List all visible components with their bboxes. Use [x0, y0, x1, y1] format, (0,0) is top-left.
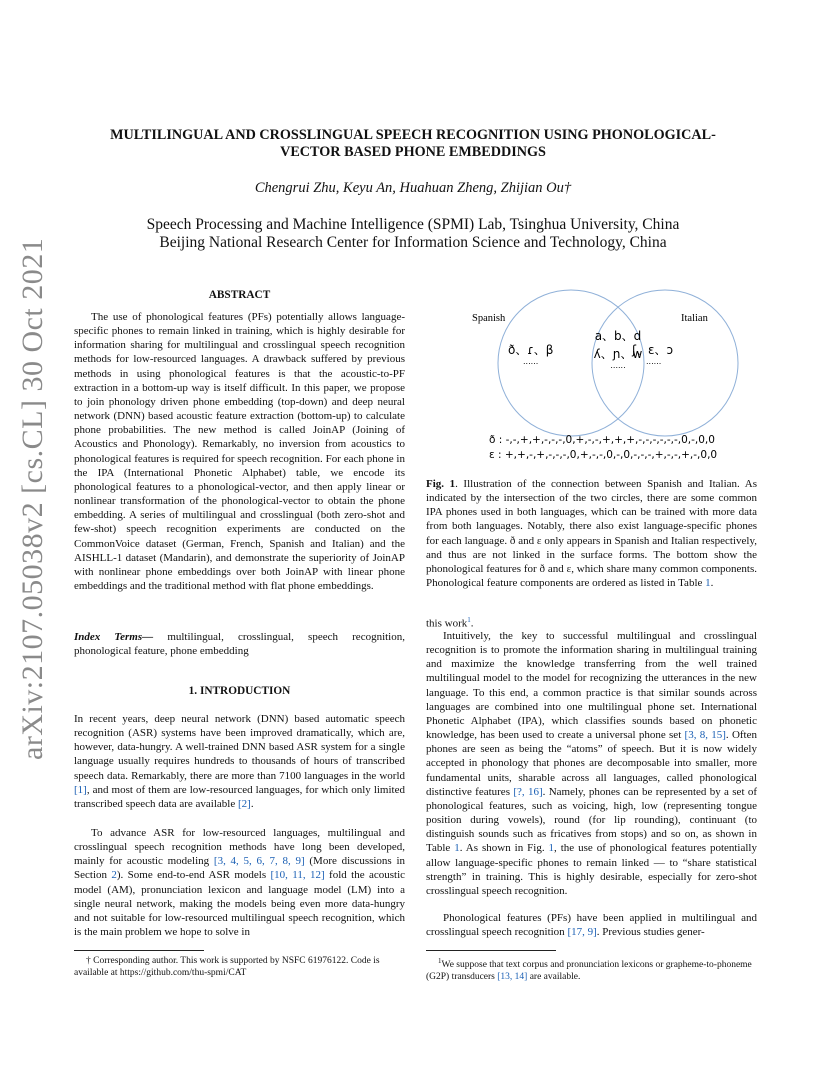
section-link[interactable]: 2 [111, 869, 117, 882]
citation-link[interactable]: [13, 14] [497, 972, 528, 983]
table-link[interactable]: 1 [705, 577, 711, 590]
figure-caption [426, 477, 757, 590]
body-text: . As shown in Fig. [459, 842, 549, 855]
intro-text: In recent years, deep neural network (DNN) based automatic speech recognition (ASR) systems have been improved dramatically, which are, however, data-hungry. A well-trained DNN based ASR system for a single language usually requires hundreds to thousands of hours of transcribed speech data. Remarkably, there are more than 7100 languages in the world [74, 713, 405, 782]
right-paragraph-2 [426, 911, 757, 939]
abstract-text: The use of phonological features (PFs) potentially allows language-specific phones to remain linked in training, which is highly desirable for information sharing for multilingual and crosslingual speech recognition methods for low-resourced languages. A drawback suffered by previous methods in using phonological features is that the acoustic-to-PF extraction in a bottom-up way is itself difficult. In this paper, we propose to join phonology driven phone embedding (top-down) and deep neural network (DNN) based acoustic feature extraction (bottom-up) to calculate phone probabilities. The new method is called JoinAP (Joining of Acoustics and Phonology). Remarkably, no inversion from acoustics to phonological features is required for speech recognition. For each phone in the IPA (International Phonetic Alphabet) table, we encode its phonological features to a phonological-vector, and then apply linear or nonlinear transformation of the phonological-vector to obtain the phone embedding. A series of multilingual and crosslingual (both zero-shot and few-shot) speech recognition experiments are conducted on the CommonVoice dataset (German, French, Spanish and Italian) and the AISHLL-1 dataset (Mandarin), and demonstrate the superiority of JoinAP with nonlinear phone embeddings over both JoinAP with linear phone embeddings and the traditional method with flat phone embeddings. [74, 311, 405, 592]
figure-venn [426, 288, 757, 468]
citation-link[interactable]: [3, 4, 5, 6, 7, 8, 9] [213, 855, 305, 868]
caption-text: . Illustration of the connection between Spanish and Italian. As indicated by the intersection of the two circles, there are some common IPA phones used in both languages, which can be trained with more data from both languages. Notably, there also exist language-specific phones for each language. ð and ɛ only appears in Spanish and Italian respectively, and thus are not linked in the surface forms. The bottom show the phonological features for ð and ɛ, which share many common components. Phonological feature components are ordered as listed in Table [426, 478, 757, 590]
pf-vector-eth: ð : -,-,+,+,-,-,-,0,+,-,-,+,+,+,-,-,-,-,-,-,0,-,0,0 [489, 434, 715, 446]
intro-paragraph-2 [74, 826, 405, 939]
spanish-phones: ð、ɾ、β [508, 343, 554, 357]
intro-text: . [250, 797, 254, 810]
body-text: . [470, 617, 474, 630]
affiliation-1: Speech Processing and Machine Intelligence (SPMI) Lab, Tsinghua University, China [146, 216, 680, 233]
figure-link[interactable]: 1 [548, 842, 555, 855]
body-text: Intuitively, the key to successful multilingual and crosslingual recognition is to promote the information sharing in multilingual training and maximize the knowledge transferring from the well trained multilingual model to the model for recognizing the utterances in the new language. To this end, a common practice is that similar sounds across languages are combined into one multilingual phone set. International Phonetic Alphabet (IPA), which classifies sounds based on phonetic knowledge, has been used to create a universal phone set [426, 630, 757, 742]
label-spanish: Spanish [472, 313, 506, 324]
intro-text: (More discussions in Section [74, 855, 406, 882]
shared-phones-1: a、b、d [594, 329, 642, 343]
footnote-text: We suppose that text corpus and pronunciation lexicons or grapheme-to-phoneme (G2P) transducers [426, 960, 752, 983]
paper-title: MULTILINGUAL AND CROSSLINGUAL SPEECH RECOGNITION USING PHONOLOGICAL-VECTOR BASED PHONE EMBEDDINGS [110, 127, 716, 160]
label-italian: Italian [681, 313, 708, 324]
footnote-rule-left [74, 950, 204, 951]
intro-text: , and most of them are low-resourced languages, for which only limited transcribed speech data are available [74, 783, 405, 810]
caption-text: . [710, 577, 714, 590]
footnote-rule-right [426, 950, 556, 951]
citation-link[interactable]: [1] [74, 783, 87, 796]
arxiv-sidebar-stamp: arXiv:2107.05038v2 [cs.CL] 30 Oct 2021 [16, 237, 49, 760]
caption-label: Fig. 1 [426, 478, 456, 490]
index-terms [74, 630, 405, 658]
italian-phones: ʃ、ɛ、ɔ [632, 343, 674, 357]
citation-link[interactable]: [3, 8, 15] [684, 729, 726, 742]
footnote-right [426, 955, 757, 983]
intro-text: ). Some end-to-end ASR models [116, 869, 271, 882]
intro-text: fold the acoustic model (AM), pronunciation lexicon and language model (LM) into a single neural network, making the models being even more data-hungry and not suitable for low-resourced multilingual speech recognition, which is the main problem we hope to solve in [74, 869, 406, 939]
author-list: Chengrui Zhu, Keyu An, Huahuan Zheng, Zhijian Ou† [254, 180, 572, 196]
body-text: , the use of phonological features potentially allow language-specific phones to remain linked — to “share statistical strength” in training. This is highly desirable, especially for zero-shot crosslingual speech recognition. [426, 842, 757, 897]
body-text: this work [426, 617, 468, 630]
introduction-heading: 1. INTRODUCTION [188, 685, 291, 697]
footnote-left: † Corresponding author. This work is supported by NSFC 61976122. Code is available at https://github.com/thu-spmi/CAT [74, 956, 380, 978]
footnote-mark: 1 [438, 957, 442, 965]
affiliations [110, 216, 716, 252]
right-paragraph-1 [426, 629, 757, 898]
table-link[interactable]: 1 [454, 842, 460, 855]
body-text: . Previous studies gener- [596, 926, 705, 939]
body-text: . Namely, phones can be represented by a set of phonological features, such as voicing, high, low (representing tongue position during vowels), round (for lip rounding), continuant (to distinguish sounds such as fricatives from stops) and so on, as shown in Table [426, 785, 757, 855]
ellipsis-left: ...... [523, 357, 539, 366]
intro-text: To advance ASR for low-resourced languages, multilingual and crosslingual speech recognition methods have long been developed, mainly for acoustic modeling [74, 827, 405, 868]
index-terms-text: multilingual, crosslingual, speech recognition, phonological feature, phone embedding [74, 631, 405, 658]
citation-link[interactable]: [?, 16] [513, 785, 543, 798]
citation-link[interactable]: [10, 11, 12] [270, 869, 325, 882]
body-text: . Often phones are seen as being the “atoms” of speech. But it is now widely accepted in phonology that phones are decomposable into smaller, more fundamental units, sharable across all languages, called phonological distinctive features [426, 729, 757, 798]
citation-link[interactable]: [17, 9] [567, 926, 597, 939]
ellipsis-right: ...... [646, 357, 662, 366]
ellipsis-center: ...... [610, 361, 626, 370]
citation-link[interactable]: [2] [238, 797, 251, 810]
abstract-heading: ABSTRACT [208, 289, 271, 301]
footnote-link[interactable]: 1 [467, 616, 471, 624]
body-text: Phonological features (PFs) have been applied in multilingual and crosslingual speech recognition [426, 912, 757, 939]
index-terms-label: Index Terms— [74, 631, 154, 643]
footnote-text: are available. [527, 972, 581, 983]
shared-phones-2: ʎ、ɲ、w [593, 347, 643, 361]
intro-paragraph-1 [74, 712, 405, 811]
pf-vector-epsilon: ɛ : +,+,-,+,-,-,-,0,+,-,-,0,-,0,-,-,-,+,-,-,+,-,0,0 [489, 449, 718, 461]
affiliation-2: Beijing National Research Center for Information Science and Technology, China [159, 234, 667, 251]
